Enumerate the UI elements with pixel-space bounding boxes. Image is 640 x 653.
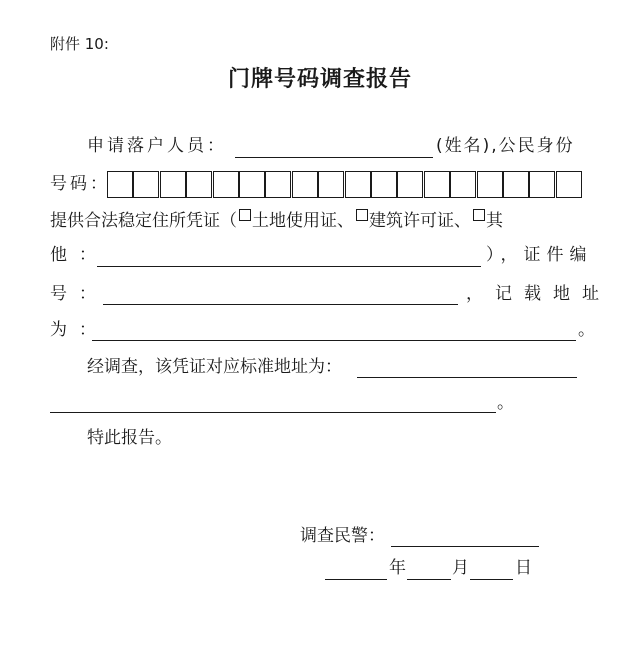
applicant-label: 申请落户人员：	[87, 136, 227, 156]
closing-text: 特此报告。	[87, 428, 172, 448]
other-certificate-field[interactable]	[97, 266, 481, 267]
building-permit-option: 建筑许可证、	[369, 211, 471, 231]
name-suffix-label: (姓名),公民身份	[436, 136, 575, 156]
year-label: 年	[389, 558, 406, 578]
id-digit-box[interactable]	[503, 171, 529, 198]
year-field[interactable]	[325, 579, 387, 580]
certificate-number-field[interactable]	[103, 304, 458, 305]
id-digit-box[interactable]	[556, 171, 582, 198]
building-permit-checkbox[interactable]	[356, 209, 368, 221]
certificate-line	[50, 209, 503, 231]
id-digit-box[interactable]	[213, 171, 239, 198]
other-option: 其	[486, 211, 503, 231]
other-checkbox[interactable]	[473, 209, 485, 221]
recorded-address-field[interactable]	[92, 340, 576, 341]
land-use-checkbox[interactable]	[239, 209, 251, 221]
day-field[interactable]	[470, 579, 513, 580]
standard-address-field[interactable]	[357, 377, 577, 378]
attachment-label: 附件 10:	[50, 35, 109, 53]
id-digit-box[interactable]	[186, 171, 212, 198]
standard-address-field-continued[interactable]	[50, 412, 496, 413]
certificate-prefix: 提供合法稳定住所凭证（	[50, 211, 237, 231]
id-digit-box[interactable]	[397, 171, 423, 198]
id-number-label: 号码：	[50, 174, 110, 194]
id-digit-box[interactable]	[292, 171, 318, 198]
day-label: 日	[515, 558, 532, 578]
number-label: 号：	[50, 284, 108, 304]
standard-address-period: 。	[497, 393, 514, 413]
recorded-address-label: ，记载地址	[466, 284, 611, 304]
id-digit-box[interactable]	[239, 171, 265, 198]
investigator-signature-field[interactable]	[391, 546, 539, 547]
land-use-option: 土地使用证、	[252, 211, 354, 231]
id-digit-box[interactable]	[345, 171, 371, 198]
other-label: 他：	[50, 245, 108, 265]
id-digit-box[interactable]	[265, 171, 291, 198]
id-digit-box[interactable]	[318, 171, 344, 198]
id-digit-box[interactable]	[529, 171, 555, 198]
id-digit-box[interactable]	[371, 171, 397, 198]
month-field[interactable]	[407, 579, 451, 580]
document-title: 门牌号码调查报告	[227, 67, 412, 92]
address-period: 。	[578, 320, 595, 340]
id-digit-box[interactable]	[133, 171, 159, 198]
applicant-name-field[interactable]	[235, 157, 433, 158]
id-digit-box[interactable]	[477, 171, 503, 198]
address-label: 为：	[50, 320, 108, 340]
id-digit-box[interactable]	[424, 171, 450, 198]
certificate-number-label: ），证件编	[486, 245, 593, 265]
id-digit-box[interactable]	[450, 171, 476, 198]
month-label: 月	[452, 558, 469, 578]
standard-address-label: 经调查，该凭证对应标准地址为：	[87, 357, 342, 377]
investigator-label: 调查民警：	[300, 526, 385, 546]
id-digit-box[interactable]	[160, 171, 186, 198]
id-digit-box[interactable]	[107, 171, 133, 198]
